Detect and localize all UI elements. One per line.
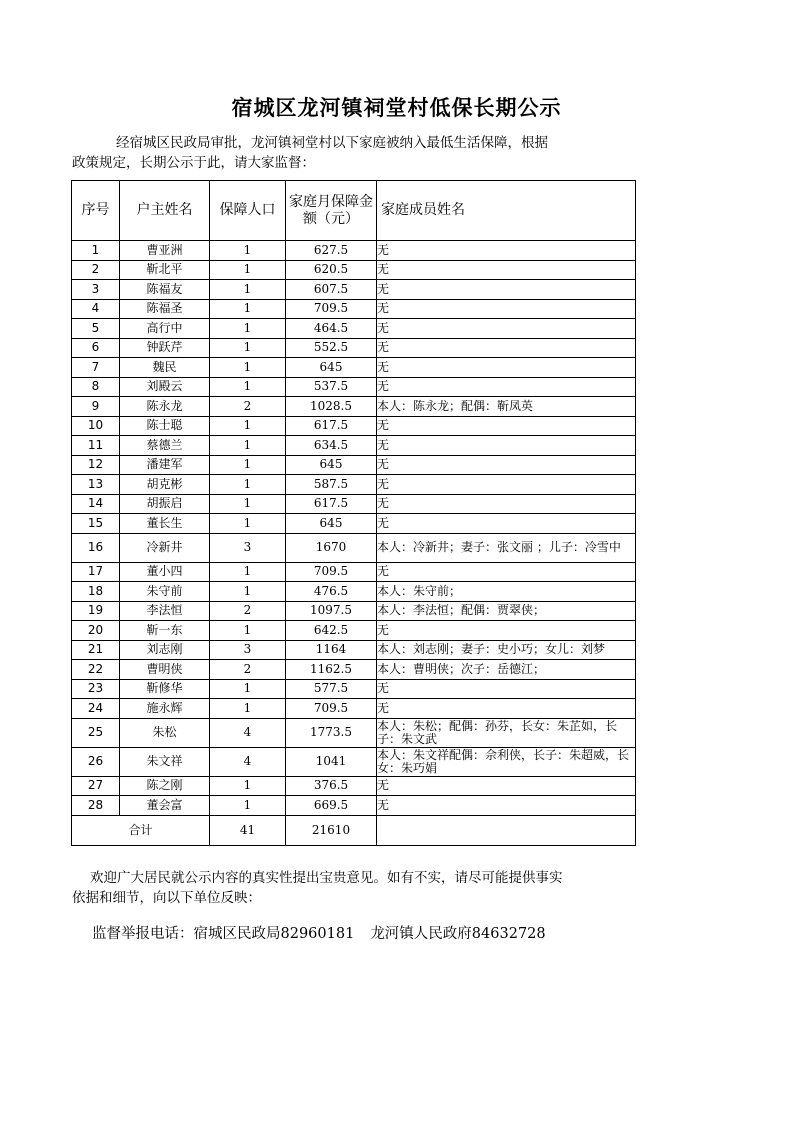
row-amount: 1028.5 [286,397,377,417]
row-head-name: 钟跃芹 [120,338,210,358]
row-people: 1 [210,260,286,280]
row-no: 3 [72,280,120,300]
hotline [92,922,546,943]
row-amount: 1164 [286,640,377,660]
row-amount: 645 [286,358,377,378]
table-row [72,582,636,602]
row-members: 无 [377,494,636,514]
row-amount: 1670 [286,533,377,562]
row-no: 26 [72,747,120,776]
row-head-name: 靳修华 [120,679,210,699]
row-members: 本人：曹明侠；次子：岳德江； [377,660,636,680]
row-amount: 537.5 [286,377,377,397]
row-no: 7 [72,358,120,378]
table-row [72,533,636,562]
row-no: 18 [72,582,120,602]
row-people: 1 [210,475,286,495]
row-members: 无 [377,455,636,475]
row-members: 本人：刘志刚；妻子：史小巧；女儿：刘梦 [377,640,636,660]
row-no: 6 [72,338,120,358]
row-head-name: 胡克彬 [120,475,210,495]
row-head-name: 刘殿云 [120,377,210,397]
row-people: 3 [210,640,286,660]
total-people: 41 [210,815,286,845]
intro-paragraph [72,133,632,173]
row-people: 3 [210,533,286,562]
row-people: 1 [210,455,286,475]
table-row [72,377,636,397]
row-members: 无 [377,436,636,456]
row-head-name: 施永辉 [120,699,210,719]
row-members: 本人：朱文祥配偶：佘利侠，长子：朱超威，长女：朱巧娟 [377,747,636,776]
row-people: 1 [210,514,286,534]
row-no: 2 [72,260,120,280]
table-body [72,241,636,816]
row-no: 8 [72,377,120,397]
table-row [72,601,636,621]
row-head-name: 朱松 [120,718,210,747]
row-members: 本人：冷新井；妻子：张文丽 ；儿子：冷雪中 [377,533,636,562]
row-people: 1 [210,358,286,378]
row-people: 1 [210,679,286,699]
row-people: 1 [210,621,286,641]
row-members: 无 [377,562,636,582]
table-row [72,514,636,534]
row-members: 无 [377,475,636,495]
row-amount: 620.5 [286,260,377,280]
row-amount: 709.5 [286,562,377,582]
row-members: 本人：陈永龙；配偶：靳凤英 [377,397,636,417]
closing-line-1: 欢迎广大居民就公示内容的真实性提出宝贵意见。如有不实，请尽可能提供事实 [90,870,563,886]
row-people: 1 [210,582,286,602]
row-amount: 617.5 [286,416,377,436]
total-label: 合计 [72,815,210,845]
table-row [72,280,636,300]
row-amount: 607.5 [286,280,377,300]
row-people: 1 [210,338,286,358]
row-no: 5 [72,319,120,339]
row-people: 1 [210,776,286,796]
hotline-town-gov: 龙河镇人民政府84632728 [370,926,546,942]
row-amount: 627.5 [286,241,377,261]
row-members: 本人：朱松；配偶：孙芬，长女：朱芷如，长子：朱文武 [377,718,636,747]
row-head-name: 高行中 [120,319,210,339]
row-amount: 464.5 [286,319,377,339]
row-no: 27 [72,776,120,796]
row-head-name: 魏民 [120,358,210,378]
row-members: 无 [377,280,636,300]
table-row [72,660,636,680]
table-row [72,319,636,339]
row-amount: 634.5 [286,436,377,456]
row-members: 无 [377,514,636,534]
table-row [72,358,636,378]
row-people: 1 [210,416,286,436]
row-no: 10 [72,416,120,436]
row-no: 12 [72,455,120,475]
row-people: 1 [210,796,286,816]
row-amount: 617.5 [286,494,377,514]
row-no: 19 [72,601,120,621]
table-row [72,436,636,456]
table-row [72,796,636,816]
header-amount: 家庭月保障金额（元） [286,181,377,241]
row-amount: 376.5 [286,776,377,796]
header-members: 家庭成员姓名 [377,181,636,241]
row-people: 1 [210,377,286,397]
row-head-name: 曹亚洲 [120,241,210,261]
row-people: 1 [210,280,286,300]
row-no: 22 [72,660,120,680]
row-head-name: 董小四 [120,562,210,582]
hotline-civil-affairs: 宿城区民政局82960181 [193,926,355,942]
row-amount: 1773.5 [286,718,377,747]
row-members: 无 [377,338,636,358]
intro-line-2: 政策规定，长期公示于此，请大家监督： [72,155,315,171]
row-amount: 669.5 [286,796,377,816]
row-no: 13 [72,475,120,495]
header-no: 序号 [72,181,120,241]
row-members: 无 [377,299,636,319]
row-no: 16 [72,533,120,562]
row-head-name: 董长生 [120,514,210,534]
row-members: 无 [377,416,636,436]
row-amount: 1097.5 [286,601,377,621]
row-people: 4 [210,747,286,776]
table-row [72,241,636,261]
table-row [72,679,636,699]
table-row [72,299,636,319]
hotline-label: 监督举报电话： [92,926,194,942]
total-empty-cell [377,815,636,845]
row-no: 1 [72,241,120,261]
table-row [72,776,636,796]
row-people: 1 [210,436,286,456]
row-members: 本人：朱守前； [377,582,636,602]
row-people: 2 [210,397,286,417]
row-people: 1 [210,241,286,261]
table-row [72,562,636,582]
row-head-name: 朱守前 [120,582,210,602]
row-amount: 552.5 [286,338,377,358]
row-people: 1 [210,699,286,719]
row-head-name: 胡振启 [120,494,210,514]
row-amount: 1041 [286,747,377,776]
total-amount: 21610 [286,815,377,845]
closing-line-2: 依据和细节，向以下单位反映： [72,890,261,906]
welfare-table [71,180,636,846]
header-people: 保障人口 [210,181,286,241]
row-head-name: 陈永龙 [120,397,210,417]
total-row [72,815,636,845]
row-members: 无 [377,776,636,796]
row-members: 无 [377,621,636,641]
table-row [72,640,636,660]
table-row [72,494,636,514]
row-amount: 645 [286,514,377,534]
row-members: 无 [377,377,636,397]
row-head-name: 朱文祥 [120,747,210,776]
row-no: 20 [72,621,120,641]
row-no: 24 [72,699,120,719]
row-no: 11 [72,436,120,456]
row-no: 9 [72,397,120,417]
row-head-name: 靳一东 [120,621,210,641]
row-amount: 476.5 [286,582,377,602]
row-members: 无 [377,358,636,378]
document-title: 宿城区龙河镇祠堂村低保长期公示 [231,95,562,120]
row-amount: 1162.5 [286,660,377,680]
row-people: 1 [210,299,286,319]
row-members: 无 [377,679,636,699]
row-no: 28 [72,796,120,816]
table-row [72,699,636,719]
row-members: 无 [377,699,636,719]
table-row [72,260,636,280]
row-members: 本人：李法恒；配偶：贾翠侠； [377,601,636,621]
row-no: 15 [72,514,120,534]
table-row [72,718,636,747]
row-head-name: 潘建军 [120,455,210,475]
row-amount: 709.5 [286,699,377,719]
row-head-name: 董会富 [120,796,210,816]
row-no: 21 [72,640,120,660]
row-no: 4 [72,299,120,319]
row-head-name: 陈士聪 [120,416,210,436]
row-members: 无 [377,319,636,339]
row-people: 1 [210,319,286,339]
row-people: 1 [210,494,286,514]
row-head-name: 陈福圣 [120,299,210,319]
row-amount: 709.5 [286,299,377,319]
table-row [72,338,636,358]
intro-line-1: 经宿城区民政局审批，龙河镇祠堂村以下家庭被纳入最低生活保障，根据 [116,135,548,151]
row-head-name: 冷新井 [120,533,210,562]
closing-paragraph [72,868,632,908]
row-no: 17 [72,562,120,582]
row-head-name: 陈之刚 [120,776,210,796]
row-head-name: 靳北平 [120,260,210,280]
row-head-name: 刘志刚 [120,640,210,660]
row-members: 无 [377,260,636,280]
header-name: 户主姓名 [120,181,210,241]
table-row [72,416,636,436]
table-row [72,621,636,641]
row-amount: 645 [286,455,377,475]
row-head-name: 曹明侠 [120,660,210,680]
row-people: 2 [210,601,286,621]
row-people: 2 [210,660,286,680]
table-row [72,397,636,417]
row-members: 无 [377,796,636,816]
row-head-name: 蔡德兰 [120,436,210,456]
table-row [72,475,636,495]
row-no: 25 [72,718,120,747]
row-members: 无 [377,241,636,261]
row-people: 4 [210,718,286,747]
row-people: 1 [210,562,286,582]
row-head-name: 陈福友 [120,280,210,300]
row-amount: 577.5 [286,679,377,699]
row-no: 14 [72,494,120,514]
row-no: 23 [72,679,120,699]
table-header-row [72,181,636,241]
row-amount: 587.5 [286,475,377,495]
row-amount: 642.5 [286,621,377,641]
table-row [72,747,636,776]
table-row [72,455,636,475]
row-head-name: 李法恒 [120,601,210,621]
